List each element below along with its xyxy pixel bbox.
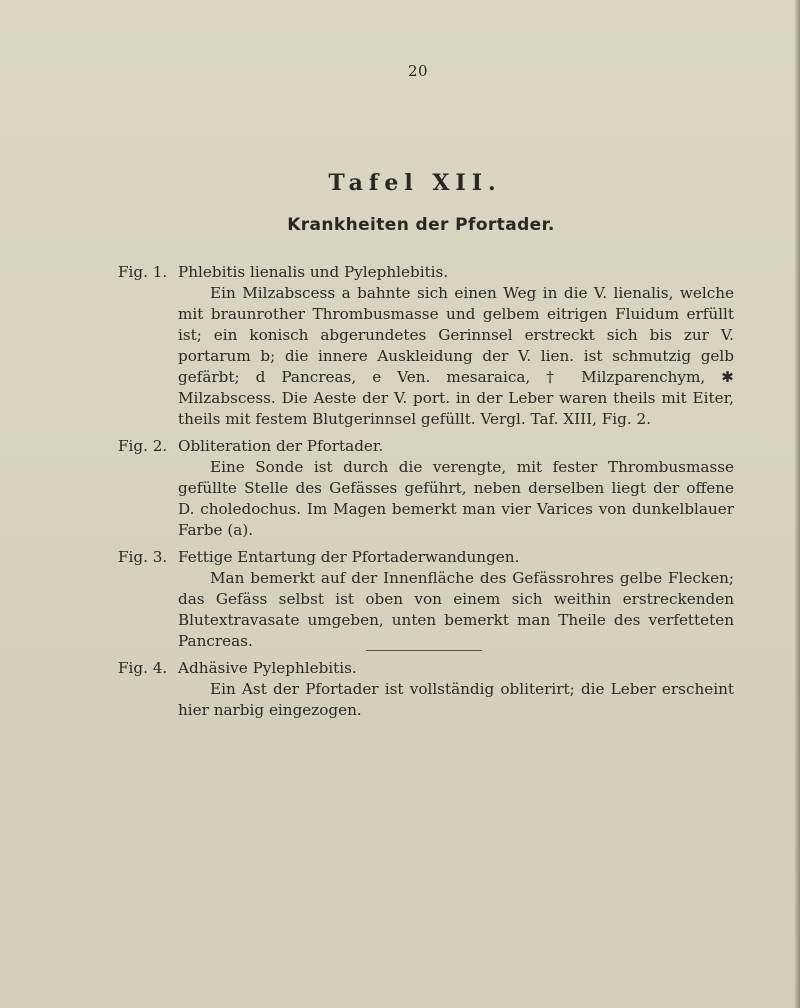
figure-heading: Fettige Entartung der Pfortaderwandungen. [178,548,520,566]
figure-label: Fig. 4. [118,659,168,677]
figure-list [0,258,800,721]
page-number: 20 [407,62,429,80]
figure-description: Man bemerkt auf der Innenfläche des Gefässrohres gelbe Flecken; das Gefäss selbst ist oben von einem sich weithin erstreckenden Blutextravasate umgeben, unten bemerkt man Theile des verfetteten Pancreas. [178,569,734,650]
figure-entry-4 [0,654,800,721]
figure-entry-2 [0,432,800,541]
figure-description: Eine Sonde ist durch die verengte, mit fester Thrombusmasse gefüllte Stelle des Gefässes geführt, neben derselben liegt der offene D. choledochus. Im Magen bemerkt man vier Varices von dunkelblauer Farbe (a). [178,458,734,539]
figure-heading: Obliteration der Pfortader. [178,437,384,455]
figure-label: Fig. 3. [118,548,168,566]
plate-subtitle: Krankheiten der Pfortader. [287,215,555,235]
figure-label: Fig. 2. [118,437,168,455]
figure-label: Fig. 1. [118,263,168,281]
figure-heading: Phlebitis lienalis und Pylephlebitis. [178,263,449,281]
figure-entry-3 [0,543,800,652]
figure-description: Ein Ast der Pfortader ist vollständig obliterirt; die Leber erscheint hier narbig eingezogen. [178,680,734,719]
section-divider [366,650,482,651]
plate-title: Tafel XII. [328,170,502,196]
figure-heading: Adhäsive Pylephlebitis. [178,659,357,677]
figure-description: Ein Milzabscess a bahnte sich einen Weg in die V. lienalis, welche mit braunrother Thrombusmasse und gelbem eitrigen Fluidum erfüllt ist; ein konisch abgerundetes Gerinnsel erstreckt sich bis zur V. portarum b; die innere Auskleidung der V. lien. ist schmutzig gelb gefärbt; d Pancreas, e Ven. mesaraica, † Milzparenchym, ✱ Milzabscess. Die Aeste der V. port. in der Leber waren theils mit Eiter, theils mit festem Blutgerinnsel gefüllt. Vergl. Taf. XIII, Fig. 2. [178,284,734,428]
figure-entry-1 [0,258,800,430]
